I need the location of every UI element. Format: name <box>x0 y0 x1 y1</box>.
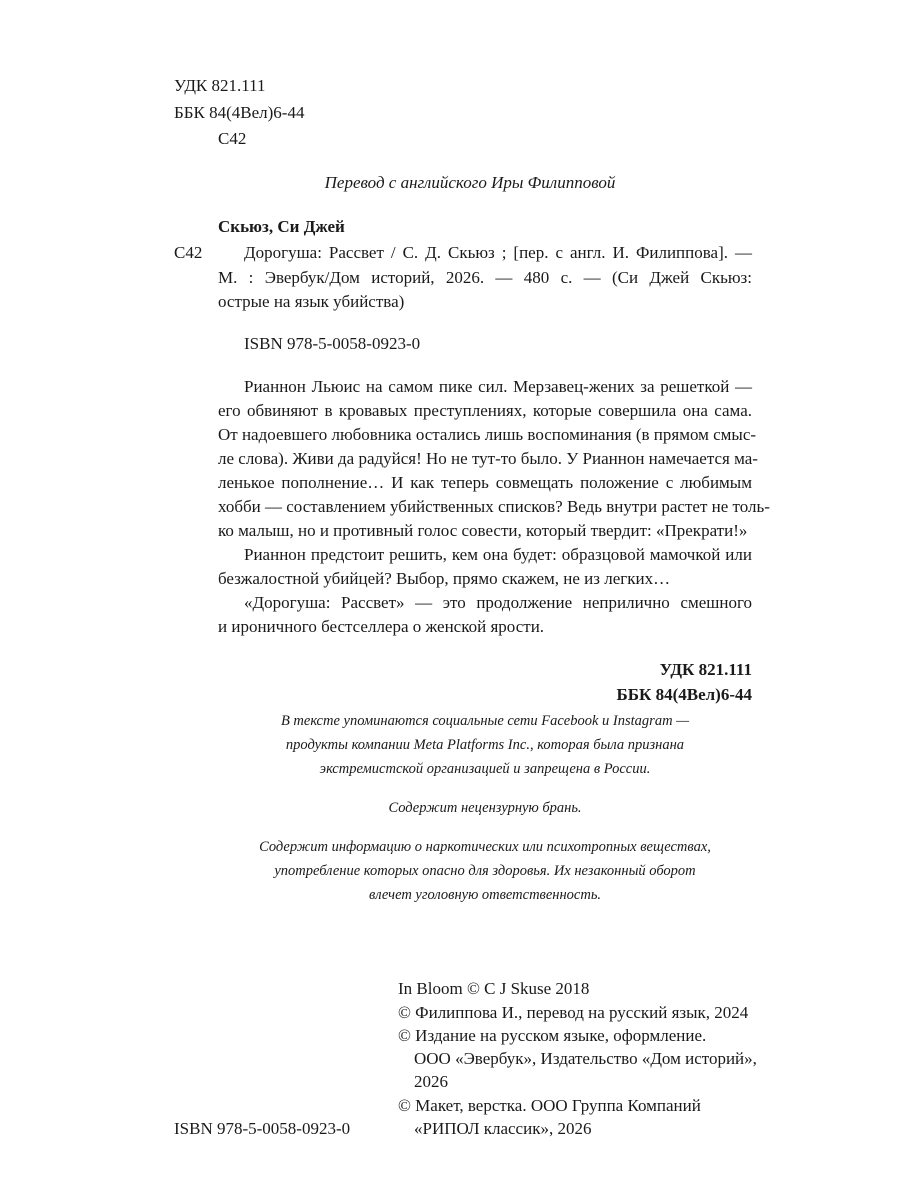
social-notice-line: экстремистской организацией и запрещена в России. <box>319 761 651 777</box>
copyright-line: «РИПОЛ классик», 2026 <box>414 1119 592 1138</box>
bib-isbn: ISBN 978-5-0058-0923-0 <box>244 334 421 353</box>
annotation-line: ле слова). Живи да радуйся! Но не тут-то было. У Рианнон намечается ма- <box>218 449 758 468</box>
bbk-code-bottom: ББК 84(4Вел)6-44 <box>616 685 752 704</box>
udk-code: УДК 821.111 <box>174 76 266 95</box>
annotation-line: Рианнон Льюис на самом пике сил. Мерзавец-жених за решеткой — <box>244 377 752 396</box>
author-sign: С42 <box>218 129 247 148</box>
annotation-line: Рианнон предстоит решить, кем она будет: образцовой мамочкой или <box>244 545 752 564</box>
copyright-line: © Макет, верстка. ООО Группа Компаний <box>398 1096 701 1115</box>
drug-notice-line: влечет уголовную ответственность. <box>368 887 602 903</box>
language-notice: Содержит нецензурную брань. <box>388 800 582 816</box>
annotation-line: «Дорогуша: Рассвет» — это продолжение неприлично смешного <box>244 593 752 612</box>
copyright-line: © Филиппова И., перевод на русский язык, 2024 <box>398 1003 749 1022</box>
social-notice-line: продукты компании Meta Platforms Inc., которая была признана <box>285 737 685 753</box>
bbk-code: ББК 84(4Вел)6-44 <box>174 103 305 122</box>
bib-sign: С42 <box>174 243 203 262</box>
bib-line: острые на язык убийства) <box>218 292 405 311</box>
annotation-line: ленькое пополнение… И как теперь совмещать положение с любимым <box>218 473 752 492</box>
copyright-line: In Bloom © C J Skuse 2018 <box>398 979 590 998</box>
translator-credit: Перевод с английского Иры Филипповой <box>324 173 616 192</box>
copyright-line: ООО «Эвербук», Издательство «Дом историй», <box>414 1049 757 1068</box>
social-notice-line: В тексте упоминаются социальные сети Facebook и Instagram — <box>280 713 690 729</box>
annotation-line: хобби — составлением убийственных списков? Ведь внутри растет не толь- <box>218 497 770 516</box>
annotation-line: безжалостной убийцей? Выбор, прямо скажем, не из легких… <box>218 569 671 588</box>
annotation-line: его обвиняют в кровавых преступлениях, которые совершила она сама. <box>218 401 752 420</box>
copyright-line: © Издание на русском языке, оформление. <box>398 1026 707 1045</box>
footer-isbn: ISBN 978-5-0058-0923-0 <box>174 1119 351 1138</box>
author-name: Скьюз, Си Джей <box>218 217 345 236</box>
udk-code-bottom: УДК 821.111 <box>659 660 752 679</box>
annotation-line: От надоевшего любовника остались лишь воспоминания (в прямом смыс- <box>218 425 757 444</box>
bib-line: Дорогуша: Рассвет / С. Д. Скьюз ; [пер. с англ. И. Филиппова]. — <box>244 243 752 262</box>
annotation-line: ко малыш, но и противный голос совести, который твердит: «Прекрати!» <box>218 521 748 540</box>
drug-notice-line: Содержит информацию о наркотических или психотропных веществах, <box>259 839 711 855</box>
annotation-line: и ироничного бестселлера о женской ярости. <box>218 617 545 636</box>
drug-notice-line: употребление которых опасно для здоровья. Их незаконный оборот <box>274 863 696 879</box>
bib-line: М. : Эвербук/Дом историй, 2026. — 480 с. — (Си Джей Скьюз: <box>218 268 752 287</box>
copyright-line: 2026 <box>414 1072 448 1091</box>
